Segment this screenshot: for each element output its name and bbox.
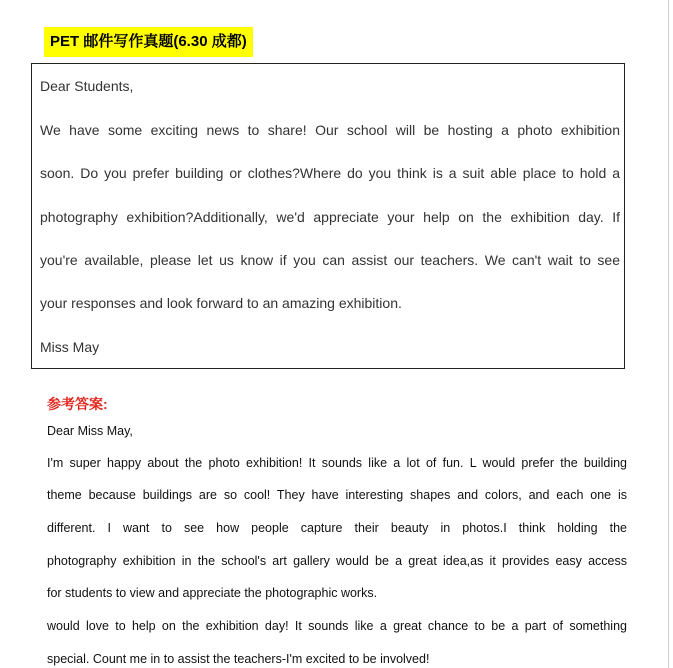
prompt-line: photography exhibition?Additionally, we'd appreciate your help on the exhibition day. If: [40, 209, 620, 225]
answer-greeting: Dear Miss May,: [47, 424, 133, 438]
prompt-email-box: [31, 63, 625, 369]
prompt-line: your responses and look forward to an amazing exhibition.: [40, 295, 402, 311]
answer-line: different. I want to see how people capture their beauty in photos.I think holding the: [47, 521, 627, 535]
prompt-line: We have some exciting news to share! Our school will be hosting a photo exhibition: [40, 122, 620, 138]
prompt-signature: Miss May: [40, 339, 100, 355]
answer-label: 参考答案:: [47, 396, 108, 412]
answer-line: would love to help on the exhibition day! It sounds like a great chance to be a part of something: [47, 619, 627, 633]
answer-line: theme because buildings are so cool! They have interesting shapes and colors, and each one is: [47, 488, 627, 502]
prompt-greeting: Dear Students,: [40, 78, 134, 94]
prompt-line: soon. Do you prefer building or clothes?Where do you think is a suit able place to hold a: [40, 165, 620, 181]
page-edge-divider: [668, 0, 669, 668]
prompt-line: you're available, please let us know if you can assist our teachers. We can't wait to see: [40, 252, 620, 268]
answer-line: I'm super happy about the photo exhibition! It sounds like a lot of fun. L would prefer the building: [47, 456, 627, 470]
answer-line: for students to view and appreciate the photographic works.: [47, 586, 378, 600]
answer-line: photography exhibition in the school's art gallery would be a great idea,as it provides easy access: [47, 554, 627, 568]
answer-line: special. Count me in to assist the teachers-I'm excited to be involved!: [47, 652, 430, 666]
page-title: PET 邮件写作真题(6.30 成都): [44, 27, 253, 57]
